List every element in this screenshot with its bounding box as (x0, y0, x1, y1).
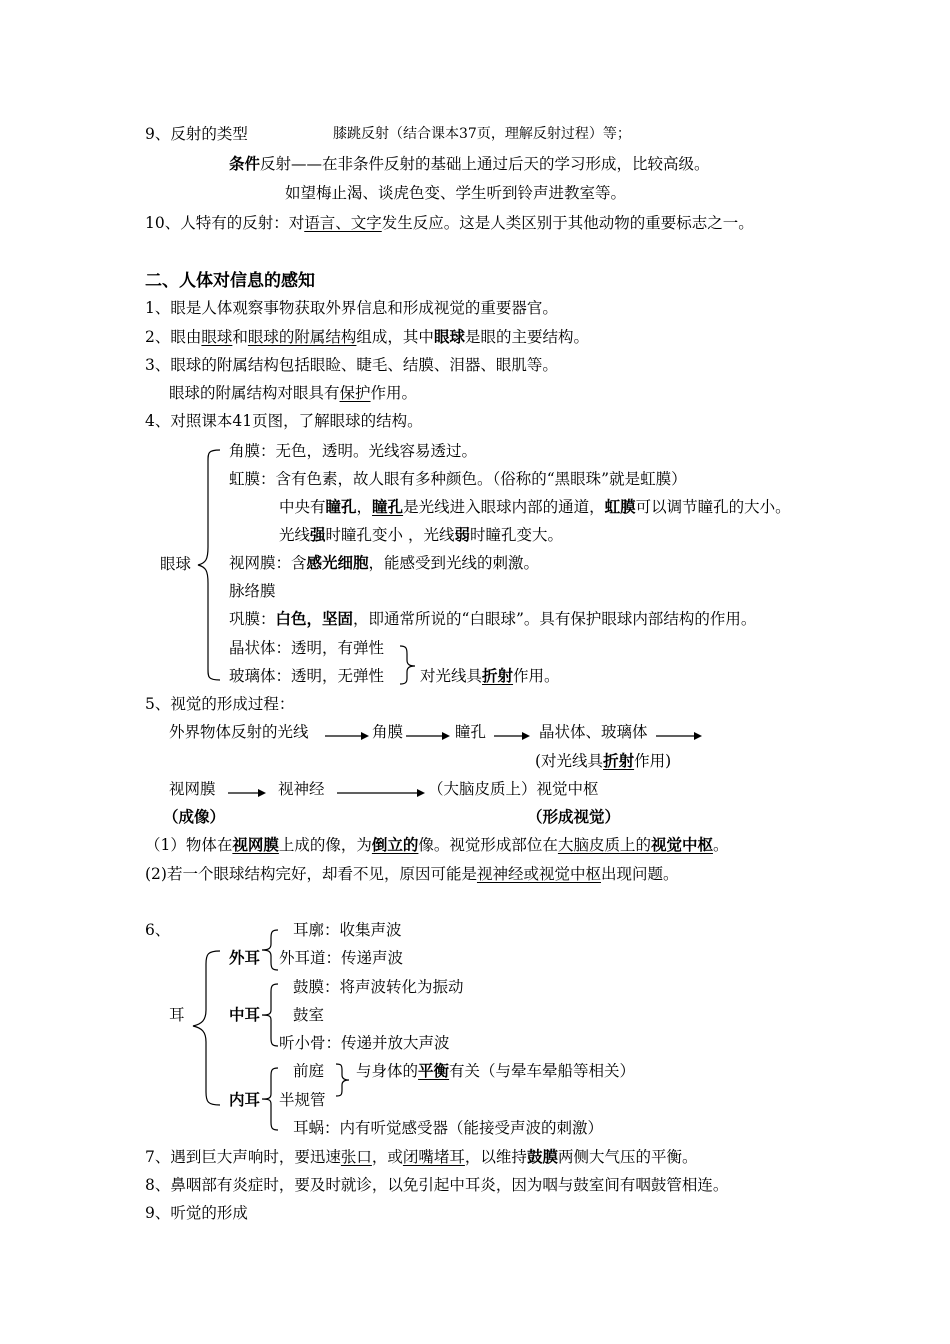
sclera-c: ，即通常所说的“白眼球”。具有保护眼球内部结构的作用。 (353, 610, 757, 628)
p2-accessory: 眼球的附属结构 (247, 328, 357, 346)
lens-note (535, 751, 671, 771)
refract-a: 对光线具 (420, 667, 483, 685)
lens-note-a: (对光线具 (535, 752, 604, 770)
human-reflex-line (145, 213, 754, 233)
q1-retina: 视网膜 (232, 835, 279, 854)
eye-brace (196, 447, 226, 683)
conditioned-reflex-line (229, 154, 710, 174)
middle-ear-label: 中耳 (229, 1005, 261, 1024)
vision-step-lens: 晶状体、玻璃体 (539, 723, 648, 741)
p7-e: ，以维持 (464, 1148, 527, 1166)
vision-title: 5、视觉的形成过程： (145, 695, 295, 713)
ear-root-label: 耳 (169, 1006, 185, 1024)
q1-h: 。 (712, 836, 729, 854)
p3-line2c: 作用。 (370, 384, 418, 402)
iris-term: 虹膜 (604, 497, 636, 516)
q1-c: 上成的像，为 (278, 836, 372, 854)
para-9: 9、听觉的形成 (145, 1204, 248, 1222)
lens-line: 晶状体：透明，有弹性 (229, 639, 385, 657)
section-heading: 二、人体对信息的感知 (145, 271, 315, 291)
sclera-term: 白色，坚固 (275, 609, 354, 628)
refract-term: 折射 (482, 666, 514, 685)
ear-section-number: 6、 (145, 921, 171, 939)
p2-eyeball: 眼球 (201, 328, 233, 346)
q1-center: 视觉中枢 (650, 835, 713, 854)
retina-a: 视网膜：含 (229, 554, 307, 572)
semicircular-line: 半规管 (279, 1091, 326, 1109)
balance-brace (334, 1062, 354, 1098)
ossicle-line: 听小骨：传递并放大声波 (279, 1034, 450, 1052)
p2-g: 是眼的主要结构。 (464, 328, 589, 346)
vision-note: （形成视觉） (527, 807, 621, 826)
lens-note-c: 作用) (634, 752, 672, 770)
retina-line (229, 553, 539, 573)
q2-c: 出现问题。 (600, 865, 679, 883)
balance-term: 平衡 (418, 1061, 450, 1080)
p7-a: 7、遇到巨大声响时，要迅速 (145, 1148, 341, 1166)
balance-line (356, 1061, 635, 1081)
arrow-3-icon (494, 731, 530, 741)
lens-note-refract: 折射 (603, 751, 635, 770)
iris-line: 虹膜：含有色素，故人眼有多种颜色。（俗称的“黑眼珠”就是虹膜） (229, 470, 687, 488)
arrow-6-icon (337, 788, 425, 798)
pupil-e: 是光线进入眼球内部的通道， (403, 498, 605, 516)
light-e: 时瞳孔变大。 (469, 526, 563, 544)
eyeball-root-label: 眼球 (160, 555, 192, 573)
p7-g: 两侧大气压的平衡。 (557, 1148, 698, 1166)
vestibule-line: 前庭 (293, 1062, 325, 1080)
arrow-5-icon (228, 788, 266, 798)
photoreceptor-term: 感光细胞 (306, 553, 369, 572)
vision-step-light: 外界物体反射的光线 (169, 723, 309, 741)
human-reflex-underlined: 语言、文字 (304, 214, 382, 232)
arrow-4-icon (656, 731, 702, 741)
imaging-note: （成像） (163, 807, 226, 826)
para-4: 4、对照课本41页图，了解眼球的结构。 (145, 412, 423, 430)
balance-c: 有关（与晕车晕船等相关） (449, 1062, 636, 1080)
cochlea-line: 耳蜗：内有听觉感受器（能接受声波的刺激） (293, 1119, 604, 1137)
auricle-line: 耳廓：收集声波 (293, 921, 402, 939)
p3-protect: 保护 (339, 384, 371, 402)
balance-a: 与身体的 (356, 1062, 419, 1080)
q1-e: 像。视觉形成部位在 (418, 836, 558, 854)
human-reflex-pre: 10、人特有的反射：对 (145, 214, 305, 232)
light-c: 时瞳孔变小 ，光线 (325, 526, 455, 544)
p7-eardrum: 鼓膜 (526, 1147, 558, 1166)
pupil-term: 瞳孔 (325, 497, 357, 516)
tympanic-cavity-line: 鼓室 (293, 1006, 325, 1024)
vision-q2 (145, 864, 679, 884)
reflex-example-line: 如望梅止渴、谈虎色变、学生听到铃声进教室等。 (285, 184, 627, 202)
sclera-line (229, 609, 756, 629)
p7-open-mouth: 张口 (340, 1148, 372, 1166)
para-3-line1: 3、眼球的附属结构包括眼睑、睫毛、结膜、泪器、眼肌等。 (145, 356, 558, 374)
para-2 (145, 327, 589, 347)
para-1: 1、眼是人体观察事物获取外界信息和形成视觉的重要器官。 (145, 299, 558, 317)
light-weak: 弱 (454, 525, 470, 544)
light-line (279, 525, 563, 545)
q1-a: （1）物体在 (145, 836, 233, 854)
unconditioned-reflex-line: 膝跳反射（结合课本37页，理解反射过程）等； (333, 126, 631, 142)
vision-step-pupil: 瞳孔 (455, 723, 487, 741)
q2-a: (2)若一个眼球结构完好，却看不见，原因可能是 (145, 865, 477, 883)
p3-line2a: 眼球的附属结构对眼具有 (169, 384, 340, 402)
ear-canal-line: 外耳道：传递声波 (279, 949, 404, 967)
pupil-term-underlined: 瞳孔 (372, 497, 404, 516)
para-7 (145, 1147, 697, 1167)
cornea-line: 角膜：无色，透明。光线容易透过。 (229, 442, 478, 460)
human-reflex-post: 发生反应。这是人类区别于其他动物的重要标志之一。 (381, 214, 754, 232)
p2-c: 和 (232, 328, 248, 346)
p2-e: 组成，其中 (356, 328, 434, 346)
light-strong: 强 (310, 525, 326, 544)
ear-main-brace (190, 948, 226, 1108)
pupil-g: 可以调节瞳孔的大小。 (635, 498, 791, 516)
para-3-line2 (169, 383, 417, 403)
q1-cortex: 大脑皮质上的 (557, 836, 651, 854)
conditioned-desc: 反射——在非条件反射的基础上通过后天的学习形成，比较高级。 (260, 155, 710, 173)
sclera-a: 巩膜： (229, 610, 276, 628)
arrow-2-icon (406, 731, 450, 741)
vitreous-line: 玻璃体：透明，无弹性 (229, 667, 385, 685)
inner-ear-label: 内耳 (229, 1090, 261, 1109)
q2-cause: 视神经或视觉中枢 (476, 865, 601, 883)
p7-close-mouth: 闭嘴堵耳 (402, 1148, 465, 1166)
vision-q1 (145, 835, 728, 855)
p2-a: 2、眼由 (145, 328, 202, 346)
retina-c: ，能感受到光线的刺激。 (368, 554, 540, 572)
para-8: 8、鼻咽部有炎症时，要及时就诊，以免引起中耳炎，因为咽与鼓室间有咽鼓管相连。 (145, 1176, 729, 1194)
q1-inverted: 倒立的 (371, 835, 419, 854)
pupil-a: 中央有 (279, 498, 326, 516)
choroid-line: 脉络膜 (229, 582, 276, 600)
pupil-c: ， (356, 498, 373, 516)
refract-line (420, 666, 560, 686)
refract-c: 作用。 (513, 667, 560, 685)
reflex-type-label: 9、反射的类型 (145, 125, 248, 143)
arrow-1-icon (325, 731, 369, 741)
vision-step-optic-nerve: 视神经 (278, 780, 325, 798)
vision-step-cornea: 角膜 (372, 723, 404, 741)
refract-brace (398, 644, 420, 686)
vision-step-retina: 视网膜 (169, 780, 216, 798)
p2-eyeball-bold: 眼球 (433, 327, 465, 346)
conditioned-term: 条件 (229, 154, 261, 173)
p7-c: ，或 (371, 1148, 403, 1166)
eardrum-line: 鼓膜：将声波转化为振动 (293, 978, 464, 996)
vision-step-center: （大脑皮质上）视觉中枢 (428, 780, 599, 798)
pupil-line (279, 497, 791, 517)
light-a: 光线 (279, 526, 311, 544)
outer-ear-label: 外耳 (229, 948, 261, 967)
